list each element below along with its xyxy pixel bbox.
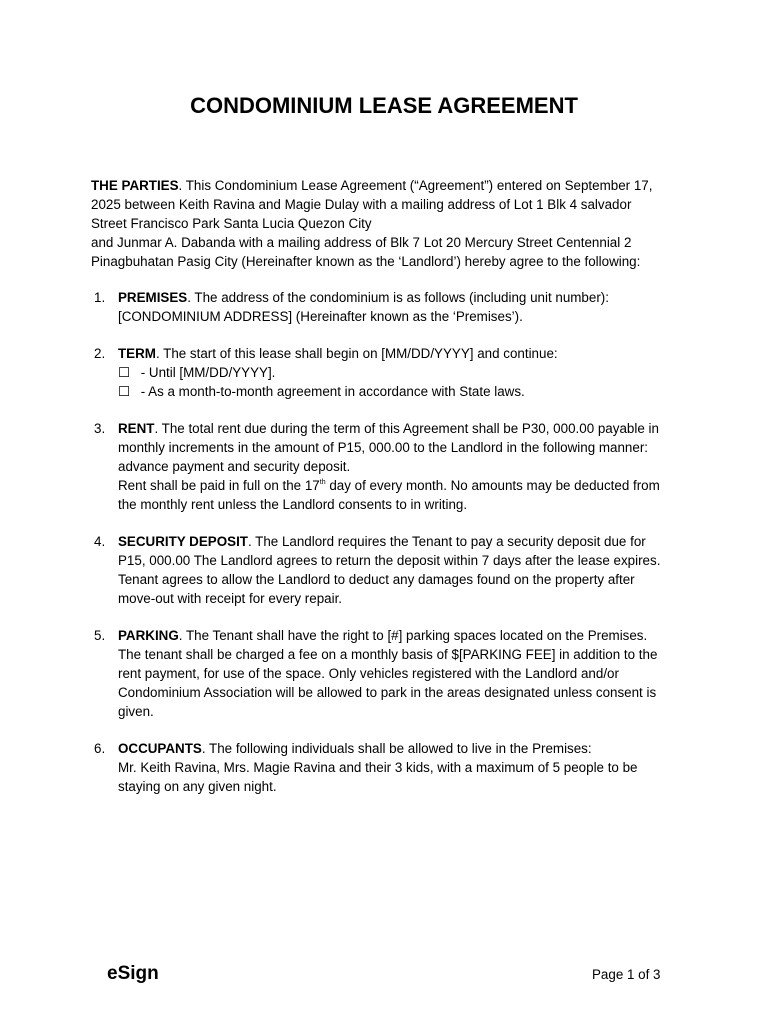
section-premises	[91, 288, 691, 326]
section-heading: PARKING	[118, 628, 179, 643]
section-heading: SECURITY DEPOSIT	[118, 534, 248, 549]
section-line	[118, 288, 691, 307]
document-title: CONDOMINIUM LEASE AGREEMENT	[190, 93, 578, 118]
parties-line: 2025 between Keith Ravina and Magie Dulay with a mailing address of Lot 1 Blk 4 salvador	[91, 197, 632, 212]
section-parking	[91, 626, 691, 721]
section-line: P15, 000.00 The Landlord agrees to return the deposit within 7 days after the lease expires.	[118, 553, 661, 568]
section-line: the monthly rent unless the Landlord consents to in writing.	[118, 497, 468, 512]
parties-line: Street Francisco Park Santa Lucia Quezon City	[91, 216, 372, 231]
section-heading: RENT	[118, 421, 155, 436]
section-line: [CONDOMINIUM ADDRESS] (Hereinafter known as the ‘Premises’).	[118, 309, 523, 324]
section-line: advance payment and security deposit.	[118, 459, 351, 474]
section-heading: OCCUPANTS	[118, 741, 202, 756]
section-number: 5.	[94, 628, 106, 643]
parties-line: and Junmar A. Dabanda with a mailing address of Blk 7 Lot 20 Mercury Street Centennial 2	[91, 235, 632, 250]
section-text: . The start of this lease shall begin on [MM/DD/YYYY] and continue:	[155, 346, 558, 361]
section-line: rent payment, for use of the space. Only vehicles registered with the Landlord and/or	[118, 666, 619, 681]
parties-line	[91, 176, 691, 195]
parties-paragraph	[91, 176, 691, 271]
parties-text: . This Condominium Lease Agreement (“Agreement”) entered on September 17,	[178, 178, 653, 193]
term-option-text: - Until [MM/DD/YYYY].	[137, 365, 276, 380]
section-line	[118, 344, 691, 363]
section-text: . The address of the condominium is as follows (including unit number):	[187, 290, 609, 305]
section-heading: PREMISES	[118, 290, 188, 305]
term-option-until	[118, 363, 691, 382]
section-line: monthly increments in the amount of P15, 000.00 to the Landlord in the following manner:	[118, 440, 648, 455]
parties-line: Pinagbuhatan Pasig City (Hereinafter known as the ‘Landlord’) hereby agree to the following:	[91, 254, 641, 269]
page-number: Page 1 of 3	[592, 967, 661, 982]
section-line: Tenant agrees to allow the Landlord to deduct any damages found on the property after	[118, 572, 635, 587]
checkbox-icon[interactable]: ☐	[118, 384, 131, 399]
section-text: . The Tenant shall have the right to [#] parking spaces located on the Premises.	[178, 628, 648, 643]
term-option-text: - As a month-to-month agreement in accordance with State laws.	[137, 384, 525, 399]
section-line: given.	[118, 704, 154, 719]
section-line: move-out with receipt for every repair.	[118, 591, 343, 606]
section-number: 6.	[94, 741, 106, 756]
section-number: 2.	[94, 346, 106, 361]
section-number: 4.	[94, 534, 106, 549]
parties-heading: THE PARTIES	[91, 178, 179, 193]
esign-logo[interactable]: eSign	[107, 963, 159, 984]
rent-due-line	[118, 476, 691, 495]
section-rent	[91, 419, 691, 514]
section-line	[118, 626, 691, 645]
section-text: . The Landlord requires the Tenant to pay a security deposit due for	[247, 534, 646, 549]
section-line: The tenant shall be charged a fee on a monthly basis of $[PARKING FEE] in addition to the	[118, 647, 658, 662]
ordinal-suffix: th	[319, 478, 326, 486]
section-text: . The following individuals shall be allowed to live in the Premises:	[201, 741, 592, 756]
section-line: staying on any given night.	[118, 779, 277, 794]
section-number: 1.	[94, 290, 106, 305]
term-option-month-to-month	[118, 382, 691, 401]
rent-due-text: day of every month. No amounts may be deducted from	[325, 478, 660, 493]
section-heading: TERM	[118, 346, 156, 361]
checkbox-icon[interactable]: ☐	[118, 365, 131, 380]
section-line	[118, 419, 691, 438]
section-line: Mr. Keith Ravina, Mrs. Magie Ravina and their 3 kids, with a maximum of 5 people to be	[118, 760, 638, 775]
rent-due-text: Rent shall be paid in full on the 17	[118, 478, 320, 493]
section-term	[91, 344, 691, 401]
terms-list	[91, 288, 691, 814]
section-text: . The total rent due during the term of this Agreement shall be P30, 000.00 payable in	[154, 421, 659, 436]
section-line	[118, 739, 691, 758]
section-line	[118, 532, 691, 551]
section-occupants	[91, 739, 691, 796]
section-security-deposit	[91, 532, 691, 608]
section-line: Condominium Association will be allowed to park in the areas designated unless consent is	[118, 685, 657, 700]
section-number: 3.	[94, 421, 106, 436]
